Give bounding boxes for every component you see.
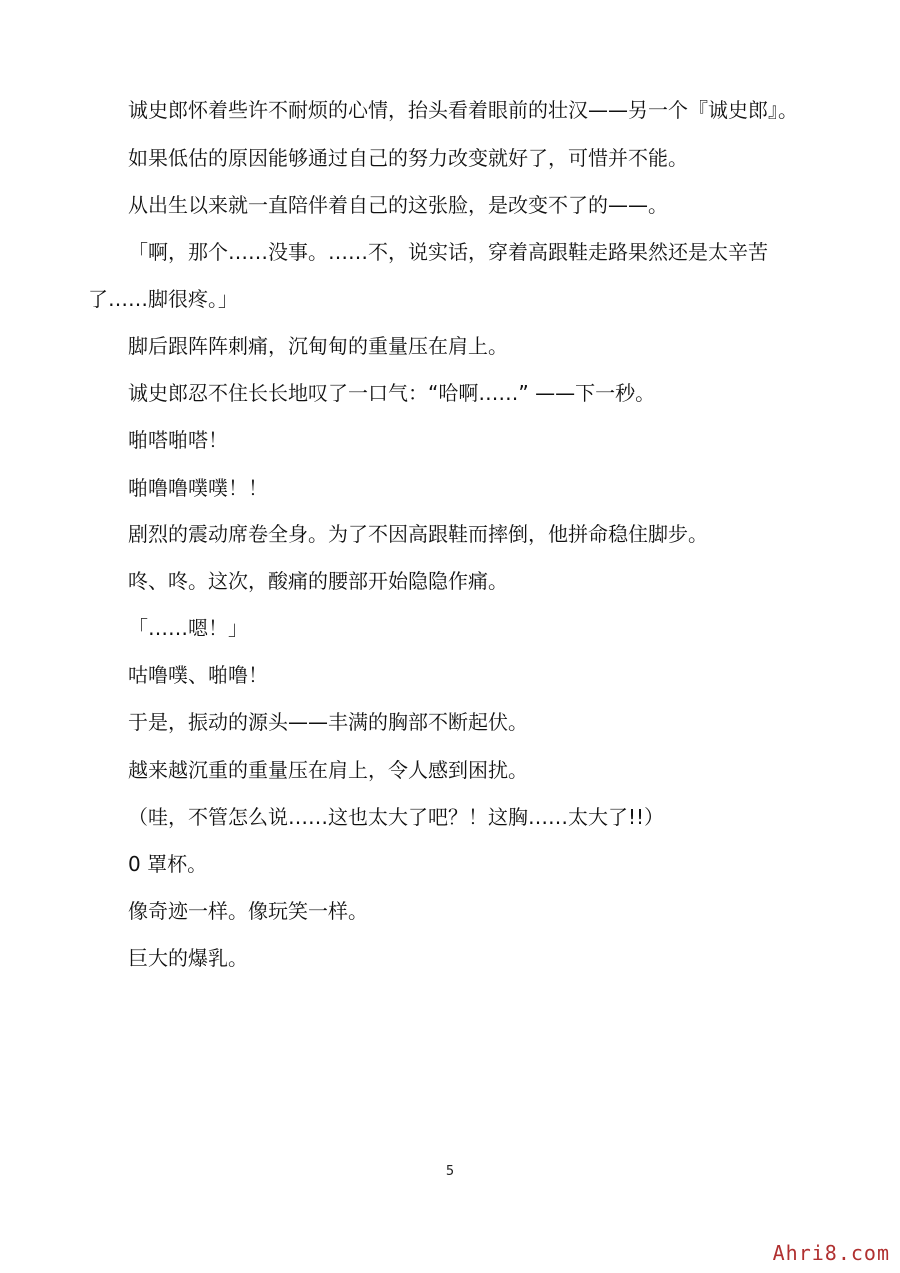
paragraph-7: 啪嗒啪嗒！ xyxy=(128,428,228,452)
paragraph-11: 「……嗯！」 xyxy=(128,616,248,640)
page-number: 5 xyxy=(445,1164,455,1179)
paragraph-14: 越来越沉重的重量压在肩上，令人感到困扰。 xyxy=(128,758,528,782)
paragraph-18: 巨大的爆乳。 xyxy=(128,946,248,970)
paragraph-12: 咕噜噗、啪噜！ xyxy=(128,663,268,687)
paragraph-5: 脚后跟阵阵刺痛，沉甸甸的重量压在肩上。 xyxy=(128,334,508,358)
paragraph-16: 0 罩杯。 xyxy=(128,852,208,876)
paragraph-4: 「啊，那个……没事。……不，说实话，穿着高跟鞋走路果然还是太辛苦了……脚很疼。」 xyxy=(88,240,768,311)
paragraph-1: 诚史郎怀着些许不耐烦的心情，抬头看着眼前的壮汉——另一个『诚史郎』。 xyxy=(128,98,798,122)
paragraph-3: 从出生以来就一直陪伴着自己的这张脸，是改变不了的——。 xyxy=(128,193,668,217)
paragraph-15: （哇，不管怎么说……这也太大了吧？！这胸……太大了!!） xyxy=(128,805,665,829)
paragraph-13: 于是，振动的源头——丰满的胸部不断起伏。 xyxy=(128,710,528,734)
paragraph-8: 啪噜噜噗噗！！ xyxy=(128,476,268,500)
paragraph-10: 咚、咚。这次，酸痛的腰部开始隐隐作痛。 xyxy=(128,569,508,593)
paragraph-9: 剧烈的震动席卷全身。为了不因高跟鞋而摔倒，他拼命稳住脚步。 xyxy=(128,522,708,546)
paragraph-17: 像奇迹一样。像玩笑一样。 xyxy=(128,899,368,923)
paragraph-2: 如果低估的原因能够通过自己的努力改变就好了，可惜并不能。 xyxy=(128,146,688,170)
watermark: Ahri8.com xyxy=(772,1241,890,1265)
paragraph-6: 诚史郎忍不住长长地叹了一口气：“哈啊……” ——下一秒。 xyxy=(128,381,656,405)
